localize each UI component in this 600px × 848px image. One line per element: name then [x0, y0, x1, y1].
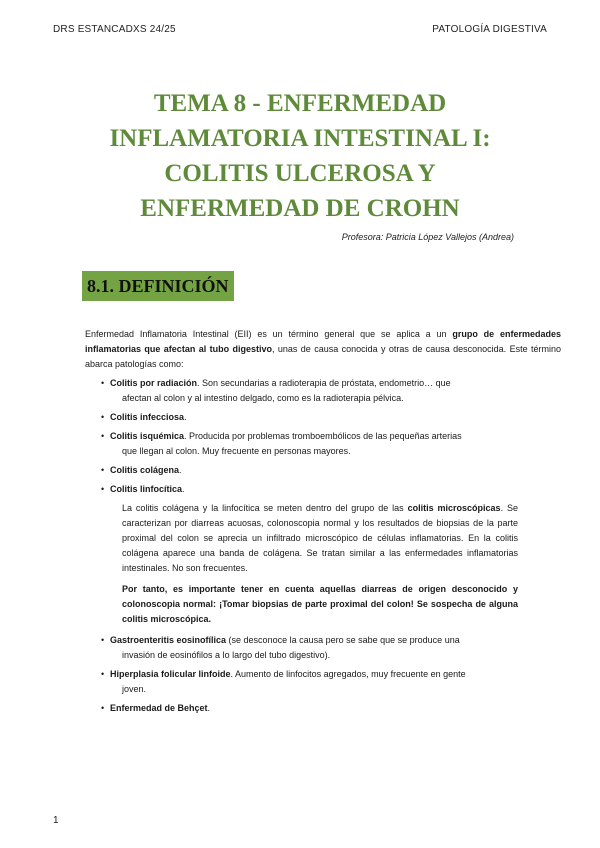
list-item-linfocitica [85, 482, 510, 497]
intro-paragraph [85, 327, 561, 372]
item-name: Colitis linfocítica [110, 484, 183, 494]
item-name: Hiperplasia folicular linfoide [110, 669, 231, 679]
item-name: Colitis infecciosa [110, 412, 185, 422]
title-line: TEMA 8 - ENFERMEDAD [153, 90, 447, 117]
item-name: Enfermedad de Behçet [110, 703, 208, 713]
running-header-left: DRS ESTANCADXS 24/25 [53, 24, 176, 35]
item-text: . [207, 703, 211, 713]
bullet-icon: • [101, 669, 105, 679]
page-number: 1 [53, 815, 59, 826]
note-text: La colitis colágena y la linfocítica se meten dentro del grupo de las [122, 503, 408, 513]
item-text: . [182, 484, 185, 494]
item-text: . Son secundarias a radioterapia de próstata, endometrio… que [197, 378, 451, 388]
item-text-continuation: joven. [122, 684, 147, 694]
item-text: . [184, 412, 187, 422]
list-item-colagena [85, 463, 510, 478]
pathology-list-continued [85, 633, 561, 716]
title-line: ENFERMEDAD DE CROHN [140, 195, 460, 222]
intro-text-end: , unas de causa conocida y otras de causa desconocida. Este término abarca patologías como: [85, 344, 561, 369]
item-text-continuation: que llegan al colon. Muy frecuente en personas mayores. [122, 446, 351, 456]
author-line: Profesora: Patricia López Vallejos (Andrea) [341, 232, 514, 242]
note-warning-bold: Por tanto, es importante tener en cuenta aquellas diarreas de origen desconocido y colonoscopia normal: ¡Tomar biopsias de parte proximal del colon! Se sospecha de alguna colitis microscópica. [122, 584, 518, 624]
title-line: INFLAMATORIA INTESTINAL I: [109, 125, 491, 152]
list-item-eosinofilica [85, 633, 510, 663]
list-item-infecciosa [85, 410, 510, 425]
bullet-icon: • [101, 484, 105, 494]
item-text: (se desconoce la causa pero se sabe que se produce una [226, 635, 460, 645]
bullet-icon: • [101, 378, 105, 388]
intro-text: Enfermedad Inflamatoria Intestinal (EII) es un término general que se aplica a un [85, 329, 453, 339]
document-title [60, 86, 540, 226]
bullet-icon: • [101, 431, 105, 441]
bullet-icon: • [101, 703, 105, 713]
item-text-continuation: invasión de eosinófilos a lo largo del tubo digestivo). [122, 650, 331, 660]
item-text-continuation: afectan al colon y al intestino delgado, como es la radioterapia pélvica. [122, 393, 404, 403]
intro-bold: grupo de enfermedades inflamatorias que afectan al tubo digestivo [85, 329, 561, 354]
body-content [85, 327, 561, 720]
title-line: COLITIS ULCEROSA Y [164, 160, 436, 187]
item-text: . [179, 465, 182, 475]
item-name: Colitis colágena [110, 465, 180, 475]
note-text-end: . Se caracterizan por diarreas acuosas, colonoscopia normal y los resultados de biopsias de la parte proximal del colon se aprecia un infiltrado microscópico de células inflamatorias. En la colitis colágena aparece una banda de colágena. Se tratan similar a las enfermedades inflamatorias intestinales. No son frecuentes. [122, 503, 518, 573]
list-item-behcet [85, 701, 510, 716]
note-warning [122, 582, 518, 627]
bullet-icon: • [101, 635, 105, 645]
bullet-icon: • [101, 465, 105, 475]
list-item-isquemica [85, 429, 510, 459]
running-header-right: PATOLOGÍA DIGESTIVA [432, 24, 547, 35]
item-name: Colitis isquémica [110, 431, 185, 441]
bullet-icon: • [101, 412, 105, 422]
item-text: . Producida por problemas tromboembólicos de las pequeñas arterias [184, 431, 462, 441]
microscopic-colitis-note [122, 501, 518, 627]
pathology-list [85, 376, 561, 497]
list-item-hiperplasia [85, 667, 510, 697]
item-text: . Aumento de linfocitos agregados, muy frecuente en gente [230, 669, 466, 679]
section-heading: 8.1. DEFINICIÓN [82, 271, 234, 301]
note-bold: colitis microscópicas [407, 503, 501, 513]
list-item-radiacion [85, 376, 510, 406]
item-name: Colitis por radiación [110, 378, 198, 388]
note-paragraph [122, 501, 518, 576]
item-name: Gastroenteritis eosinofílica [110, 635, 227, 645]
